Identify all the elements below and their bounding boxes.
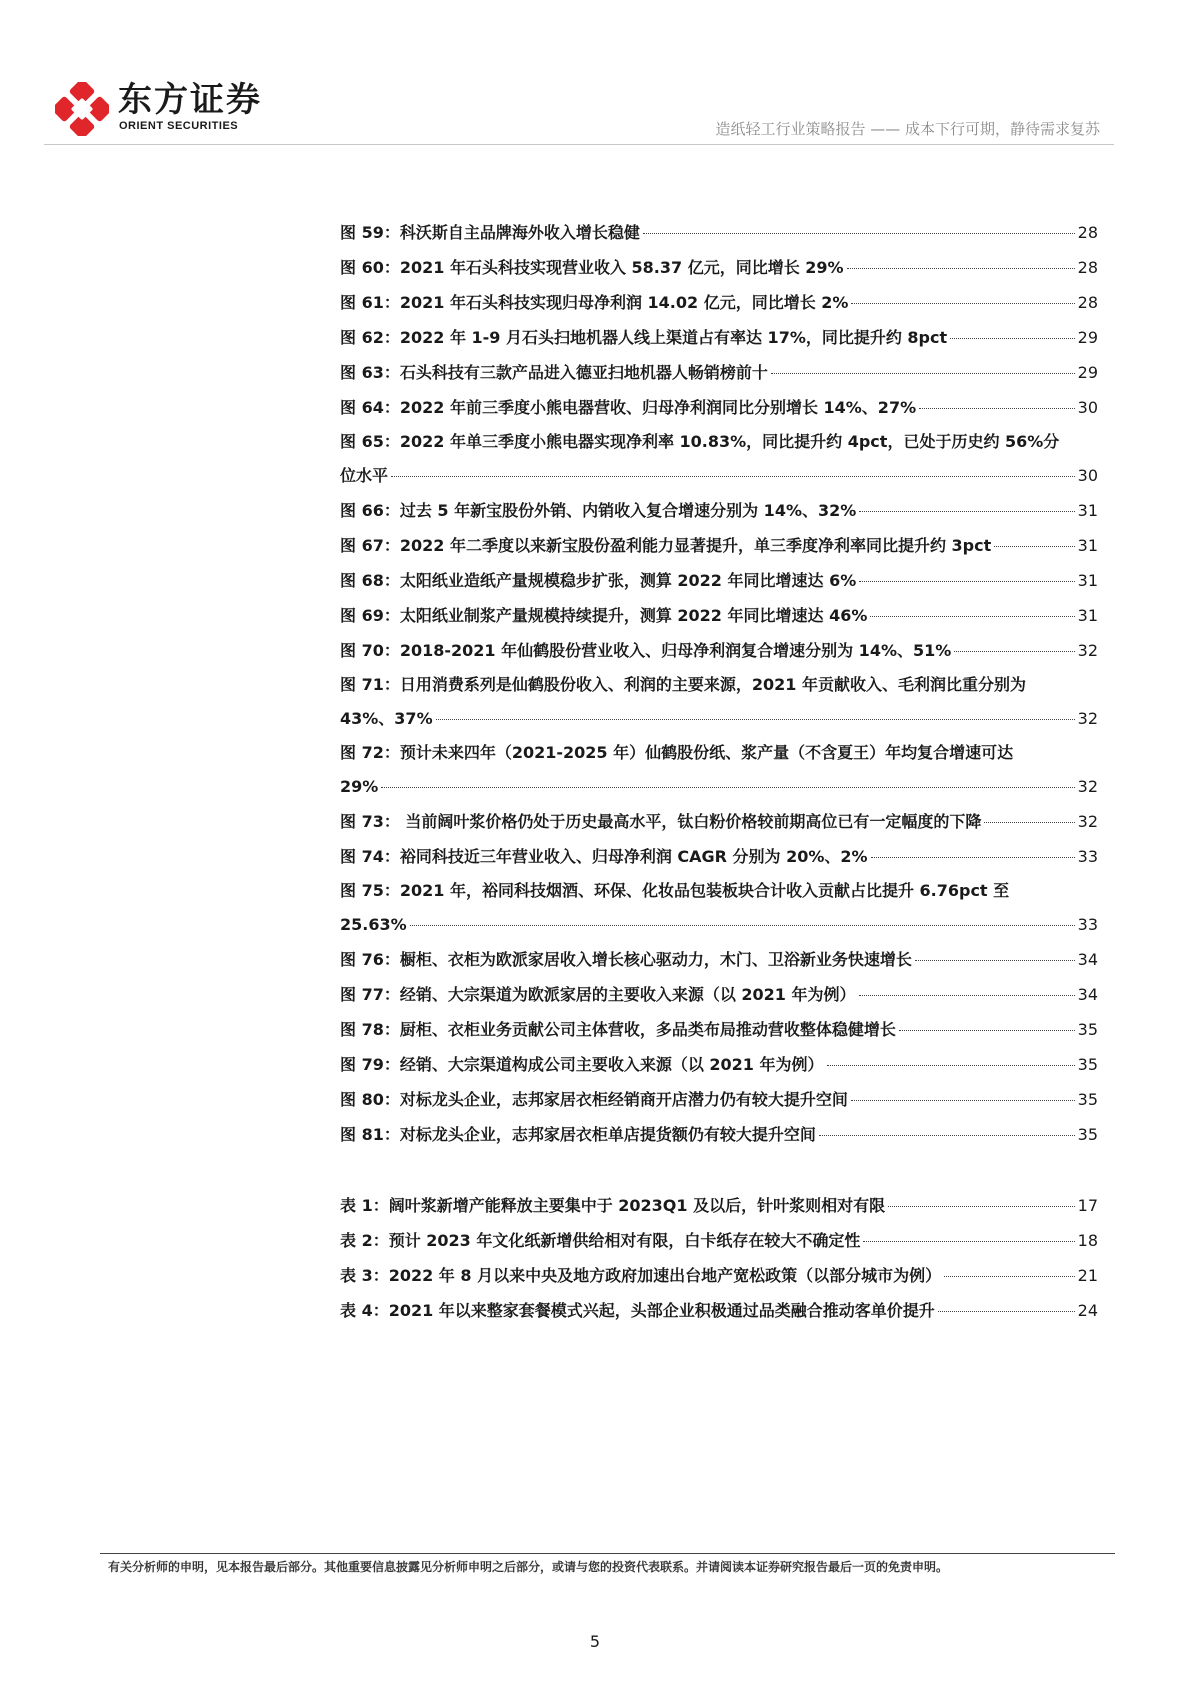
toc-leader-dots xyxy=(871,857,1075,858)
toc-page-number: 29 xyxy=(1077,328,1098,347)
toc-entry-label: 表 2：预计 2023 年文化纸新增供给相对有限，白卡纸存在较大不确定性 xyxy=(340,1231,861,1250)
orient-securities-logo-icon xyxy=(55,82,109,136)
toc-entry-label: 表 1：阔叶浆新增产能释放主要集中于 2023Q1 及以后，针叶浆则相对有限 xyxy=(340,1196,886,1215)
toc-page-number: 18 xyxy=(1077,1231,1098,1250)
toc-leader-dots xyxy=(827,1065,1075,1066)
toc-entry-figure-62[interactable] xyxy=(340,320,1098,355)
brand-name-cn: 东方证券 xyxy=(118,80,262,120)
report-title: 造纸轻工行业策略报告 —— 成本下行可期，静待需求复苏 xyxy=(715,120,1100,138)
toc-entry-label: 图 70：2018-2021 年仙鹤股份营业收入、归母净利润复合增速分别为 14%、51% xyxy=(340,641,952,660)
toc-entry-figure-67[interactable] xyxy=(340,528,1098,563)
toc-leader-dots xyxy=(888,1206,1075,1207)
toc-entry-label: 图 74：裕同科技近三年营业收入、归母净利润 CAGR 分别为 20%、2% xyxy=(340,847,868,866)
toc-entry-figure-74[interactable] xyxy=(340,839,1098,874)
toc-entry-label: 图 61：2021 年石头科技实现归母净利润 14.02 亿元，同比增长 2% xyxy=(340,293,849,312)
page-header xyxy=(0,0,1190,150)
toc-leader-dots xyxy=(859,581,1074,582)
toc-leader-dots xyxy=(851,303,1074,304)
toc-page-number: 32 xyxy=(1077,812,1098,831)
toc-entry-figure-80[interactable] xyxy=(340,1082,1098,1117)
toc-entry-label: 图 80：对标龙头企业，志邦家居衣柜经销商开店潜力仍有较大提升空间 xyxy=(340,1090,848,1109)
toc-entry-table-3[interactable] xyxy=(340,1258,1098,1293)
toc-entry-label: 图 81：对标龙头企业，志邦家居衣柜单店提货额仍有较大提升空间 xyxy=(340,1125,816,1144)
brand-name-en: ORIENT SECURITIES xyxy=(119,120,239,132)
toc-entry-figure-71[interactable] xyxy=(340,668,1098,736)
toc-page-number: 35 xyxy=(1077,1090,1098,1109)
toc-page-number: 35 xyxy=(1077,1055,1098,1074)
page-number: 5 xyxy=(589,1632,601,1651)
toc-page-number: 32 xyxy=(1077,709,1098,728)
toc-leader-dots xyxy=(381,787,1074,788)
toc-page-number: 35 xyxy=(1077,1020,1098,1039)
toc-leader-dots xyxy=(919,408,1075,409)
toc-page-number: 30 xyxy=(1077,466,1098,485)
toc-page-number: 28 xyxy=(1077,258,1098,277)
toc-entry-figure-63[interactable] xyxy=(340,355,1098,390)
toc-leader-dots xyxy=(859,511,1074,512)
toc-entry-label: 29% xyxy=(340,777,379,796)
toc-page-number: 34 xyxy=(1077,985,1098,1004)
toc-page-number: 33 xyxy=(1077,915,1098,934)
toc-leader-dots xyxy=(863,1241,1074,1242)
toc-leader-dots xyxy=(938,1311,1075,1312)
toc-entry-label: 图 76：橱柜、衣柜为欧派家居收入增长核心驱动力，木门、卫浴新业务快速增长 xyxy=(340,950,912,969)
toc-page-number: 29 xyxy=(1077,363,1098,382)
header-divider xyxy=(44,144,1114,145)
toc-entry-label-line1: 图 71：日用消费系列是仙鹤股份收入、利润的主要来源，2021 年贡献收入、毛利润比重分别为 xyxy=(340,675,1026,694)
toc-entry-label-line1: 图 65：2022 年单三季度小熊电器实现净利率 10.83%，同比提升约 4pct，已处于历史约 56%分 xyxy=(340,432,1060,451)
footer-divider xyxy=(100,1553,1115,1554)
toc-entry-figure-69[interactable] xyxy=(340,598,1098,633)
toc-entry-label: 图 77：经销、大宗渠道为欧派家居的主要收入来源（以 2021 年为例） xyxy=(340,985,856,1004)
toc-entry-figure-61[interactable] xyxy=(340,285,1098,320)
toc-entry-figure-79[interactable] xyxy=(340,1047,1098,1082)
toc-leader-dots xyxy=(944,1276,1075,1277)
toc-page-number: 31 xyxy=(1077,536,1098,555)
toc-entry-label: 图 69：太阳纸业制浆产量规模持续提升，测算 2022 年同比增速达 46% xyxy=(340,606,868,625)
toc-page-number: 35 xyxy=(1077,1125,1098,1144)
toc-entry-figure-77[interactable] xyxy=(340,977,1098,1012)
toc-page-number: 33 xyxy=(1077,847,1098,866)
toc-entry-label: 图 60：2021 年石头科技实现营业收入 58.37 亿元，同比增长 29% xyxy=(340,258,844,277)
toc-page-number: 21 xyxy=(1077,1266,1098,1285)
toc-leader-dots xyxy=(436,719,1075,720)
footer-disclaimer: 有关分析师的申明，见本报告最后部分。其他重要信息披露见分析师申明之后部分，或请与您的投资代表联系。并请阅读本证券研究报告最后一页的免责申明。 xyxy=(108,1560,949,1574)
toc-leader-dots xyxy=(994,546,1074,547)
toc-entry-label: 位水平 xyxy=(340,466,389,485)
toc-entry-table-4[interactable] xyxy=(340,1293,1098,1328)
toc-entry-figure-65[interactable] xyxy=(340,425,1098,493)
toc-page-number: 34 xyxy=(1077,950,1098,969)
toc-entry-label: 25.63% xyxy=(340,915,407,934)
toc-leader-dots xyxy=(870,616,1074,617)
toc-page-number: 28 xyxy=(1077,223,1098,242)
toc-entry-figure-78[interactable] xyxy=(340,1012,1098,1047)
toc-entry-label: 图 59：科沃斯自主品牌海外收入增长稳健 xyxy=(340,223,640,242)
toc-entry-label-line1: 图 75：2021 年，裕同科技烟酒、环保、化妆品包装板块合计收入贡献占比提升 6.76pct 至 xyxy=(340,881,1010,900)
toc-page-number: 30 xyxy=(1077,398,1098,417)
toc-entry-figure-68[interactable] xyxy=(340,563,1098,598)
toc-entry-table-1[interactable] xyxy=(340,1188,1098,1223)
toc-page-number: 31 xyxy=(1077,571,1098,590)
toc-entry-figure-59[interactable] xyxy=(340,215,1098,250)
toc-leader-dots xyxy=(391,476,1075,477)
toc-page-number: 28 xyxy=(1077,293,1098,312)
toc-leader-dots xyxy=(859,995,1075,996)
toc-page-number: 17 xyxy=(1077,1196,1098,1215)
toc-entry-label: 图 63：石头科技有三款产品进入德亚扫地机器人畅销榜前十 xyxy=(340,363,768,382)
toc-leader-dots xyxy=(915,960,1075,961)
toc-leader-dots xyxy=(954,651,1074,652)
toc-entry-label: 表 3：2022 年 8 月以来中央及地方政府加速出台地产宽松政策（以部分城市为例） xyxy=(340,1266,942,1285)
toc-leader-dots xyxy=(643,233,1075,234)
toc-page-number: 31 xyxy=(1077,606,1098,625)
toc-entry-figure-75[interactable] xyxy=(340,874,1098,942)
toc-page-number: 32 xyxy=(1077,641,1098,660)
toc-entry-figure-73[interactable] xyxy=(340,804,1098,839)
toc-page-number: 32 xyxy=(1077,777,1098,796)
toc-leader-dots xyxy=(771,373,1075,374)
toc-entry-label: 图 67：2022 年二季度以来新宝股份盈利能力显著提升，单三季度净利率同比提升约 3pct xyxy=(340,536,992,555)
toc-page-number: 31 xyxy=(1077,501,1098,520)
toc-entry-figure-64[interactable] xyxy=(340,390,1098,425)
toc-entry-label: 表 4：2021 年以来整家套餐模式兴起，头部企业积极通过品类融合推动客单价提升 xyxy=(340,1301,935,1320)
toc-leader-dots xyxy=(950,338,1074,339)
toc-leader-dots xyxy=(847,268,1075,269)
toc-entry-label: 图 79：经销、大宗渠道构成公司主要收入来源（以 2021 年为例） xyxy=(340,1055,824,1074)
toc-leader-dots xyxy=(410,925,1075,926)
toc-leader-dots xyxy=(899,1030,1075,1031)
toc-entry-label: 图 62：2022 年 1-9 月石头扫地机器人线上渠道占有率达 17%，同比提升约 8pct xyxy=(340,328,948,347)
toc xyxy=(340,215,1098,1328)
toc-page-number: 24 xyxy=(1077,1301,1098,1320)
toc-entry-label: 图 66：过去 5 年新宝股份外销、内销收入复合增速分别为 14%、32% xyxy=(340,501,857,520)
toc-entry-figure-72[interactable] xyxy=(340,736,1098,804)
toc-entry-label: 43%、37% xyxy=(340,709,433,728)
toc-entry-figure-76[interactable] xyxy=(340,942,1098,977)
toc-entry-label: 图 68：太阳纸业造纸产量规模稳步扩张，测算 2022 年同比增速达 6% xyxy=(340,571,857,590)
toc-leader-dots xyxy=(984,822,1074,823)
toc-entry-figure-60[interactable] xyxy=(340,250,1098,285)
toc-leader-dots xyxy=(819,1135,1075,1136)
toc-entry-figure-70[interactable] xyxy=(340,633,1098,668)
toc-entry-label-line1: 图 72：预计未来四年（2021-2025 年）仙鹤股份纸、浆产量（不含夏王）年均复合增速可达 xyxy=(340,743,1014,762)
toc-entry-figure-81[interactable] xyxy=(340,1117,1098,1152)
toc-entry-figure-66[interactable] xyxy=(340,493,1098,528)
toc-leader-dots xyxy=(851,1100,1075,1101)
toc-entry-label: 图 73： 当前阔叶浆价格仍处于历史最高水平，钛白粉价格较前期高位已有一定幅度的下降 xyxy=(340,812,982,831)
toc-entry-label: 图 64：2022 年前三季度小熊电器营收、归母净利润同比分别增长 14%、27% xyxy=(340,398,917,417)
section-spacer xyxy=(340,1152,1098,1188)
toc-entry-table-2[interactable] xyxy=(340,1223,1098,1258)
toc-entry-label: 图 78：厨柜、衣柜业务贡献公司主体营收，多品类布局推动营收整体稳健增长 xyxy=(340,1020,896,1039)
